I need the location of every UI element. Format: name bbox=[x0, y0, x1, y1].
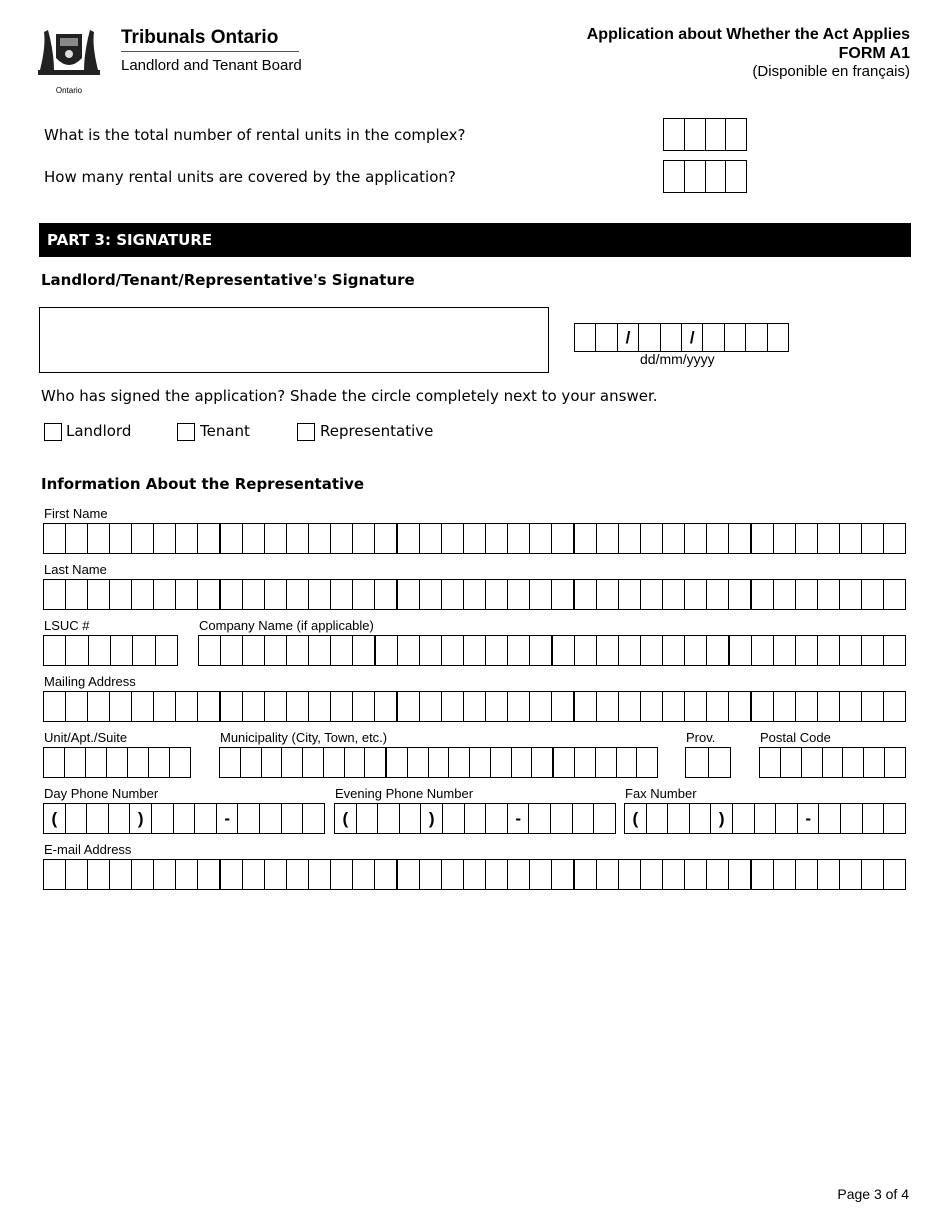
char-cell bbox=[88, 524, 110, 553]
page-number: Page 3 of 4 bbox=[837, 1186, 909, 1202]
char-cell bbox=[486, 860, 508, 889]
char-cell bbox=[353, 524, 375, 553]
char-cell bbox=[331, 636, 353, 665]
paren-close: ) bbox=[711, 804, 733, 833]
char-cell bbox=[707, 524, 729, 553]
representative-checkbox[interactable] bbox=[297, 423, 315, 441]
char-cell bbox=[864, 748, 885, 777]
total-units-input[interactable] bbox=[663, 118, 747, 151]
char-cell bbox=[398, 860, 420, 889]
char-cell bbox=[596, 748, 617, 777]
char-cell bbox=[86, 748, 107, 777]
char-cell bbox=[553, 636, 575, 665]
char-cell bbox=[464, 524, 486, 553]
representative-heading: Information About the Representative bbox=[41, 475, 365, 493]
char-cell bbox=[176, 692, 198, 721]
char-cell bbox=[774, 692, 796, 721]
char-cell bbox=[442, 692, 464, 721]
who-signed-question: Who has signed the application? Shade the circle completely next to your answer. bbox=[41, 387, 658, 405]
char-cell bbox=[597, 860, 619, 889]
day-phone-input[interactable] bbox=[43, 803, 325, 834]
char-cell bbox=[752, 692, 774, 721]
char-cell bbox=[176, 524, 198, 553]
lsuc-input[interactable] bbox=[43, 635, 178, 666]
char-cell bbox=[65, 748, 86, 777]
char-cell bbox=[707, 580, 729, 609]
char-cell bbox=[398, 580, 420, 609]
char-cell bbox=[575, 748, 596, 777]
char-cell bbox=[796, 692, 818, 721]
char-cell bbox=[685, 636, 707, 665]
char-cell bbox=[442, 636, 464, 665]
char-cell bbox=[241, 748, 262, 777]
first-name-label: First Name bbox=[44, 506, 108, 521]
char-cell bbox=[66, 524, 88, 553]
char-cell bbox=[420, 860, 442, 889]
char-cell bbox=[617, 748, 638, 777]
dash: - bbox=[217, 804, 239, 833]
char-cell bbox=[884, 636, 905, 665]
char-cell bbox=[619, 580, 641, 609]
char-cell bbox=[774, 860, 796, 889]
char-cell bbox=[686, 748, 709, 777]
char-cell bbox=[156, 636, 177, 665]
char-cell bbox=[619, 860, 641, 889]
char-cell bbox=[729, 860, 752, 889]
char-cell bbox=[309, 692, 331, 721]
char-cell bbox=[429, 748, 450, 777]
landlord-label: Landlord bbox=[66, 422, 132, 440]
char-cell bbox=[265, 860, 287, 889]
paren-open: ( bbox=[625, 804, 647, 833]
char-cell bbox=[752, 580, 774, 609]
char-cell bbox=[464, 860, 486, 889]
char-cell bbox=[375, 580, 398, 609]
date-format-label: dd/mm/yyyy bbox=[640, 351, 715, 367]
char-cell bbox=[707, 860, 729, 889]
char-cell bbox=[420, 692, 442, 721]
char-cell bbox=[420, 636, 442, 665]
char-cell bbox=[265, 692, 287, 721]
char-cell bbox=[154, 580, 176, 609]
char-cell bbox=[597, 636, 619, 665]
char-cell bbox=[243, 524, 265, 553]
char-cell bbox=[309, 636, 331, 665]
dash: - bbox=[798, 804, 820, 833]
char-cell bbox=[365, 748, 387, 777]
char-cell bbox=[554, 748, 575, 777]
mailing-label: Mailing Address bbox=[44, 674, 136, 689]
char-cell bbox=[221, 860, 243, 889]
char-cell bbox=[110, 524, 132, 553]
char-cell bbox=[760, 748, 781, 777]
char-cell bbox=[552, 860, 575, 889]
char-cell bbox=[619, 636, 641, 665]
char-cell bbox=[575, 580, 597, 609]
char-cell bbox=[530, 524, 552, 553]
char-cell bbox=[170, 748, 190, 777]
char-cell bbox=[884, 860, 905, 889]
org-name: Tribunals Ontario bbox=[121, 27, 279, 48]
covered-units-input[interactable] bbox=[663, 160, 747, 193]
form-title: Application about Whether the Act Applies bbox=[586, 26, 910, 43]
char-cell bbox=[375, 860, 398, 889]
char-cell bbox=[530, 860, 552, 889]
char-cell bbox=[729, 524, 752, 553]
char-cell bbox=[287, 636, 309, 665]
char-cell bbox=[220, 748, 241, 777]
email-label: E-mail Address bbox=[44, 842, 132, 857]
char-cell bbox=[781, 748, 802, 777]
char-cell bbox=[818, 692, 840, 721]
char-cell bbox=[420, 580, 442, 609]
char-cell bbox=[353, 636, 376, 665]
representative-label: Representative bbox=[320, 422, 434, 440]
char-cell bbox=[309, 524, 331, 553]
paren-open: ( bbox=[44, 804, 66, 833]
char-cell bbox=[44, 524, 66, 553]
char-cell bbox=[66, 636, 88, 665]
char-cell bbox=[331, 580, 353, 609]
company-input[interactable] bbox=[198, 635, 906, 666]
municipality-label: Municipality (City, Town, etc.) bbox=[220, 730, 388, 745]
char-cell bbox=[486, 692, 508, 721]
ontario-logo bbox=[36, 26, 102, 95]
char-cell bbox=[530, 580, 552, 609]
char-cell bbox=[110, 692, 132, 721]
char-cell bbox=[597, 580, 619, 609]
char-cell bbox=[552, 580, 575, 609]
eve-phone-input[interactable] bbox=[334, 803, 616, 834]
char-cell bbox=[707, 636, 730, 665]
char-cell bbox=[884, 580, 905, 609]
char-cell bbox=[309, 860, 331, 889]
char-cell bbox=[840, 524, 862, 553]
char-cell bbox=[375, 524, 398, 553]
char-cell bbox=[802, 748, 823, 777]
lsuc-label: LSUC # bbox=[44, 618, 90, 633]
prov-input[interactable] bbox=[685, 747, 731, 778]
char-cell bbox=[66, 860, 88, 889]
char-cell bbox=[530, 636, 553, 665]
char-cell bbox=[221, 524, 243, 553]
char-cell bbox=[398, 636, 420, 665]
char-cell bbox=[133, 636, 155, 665]
first-name-input[interactable] bbox=[43, 523, 906, 554]
char-cell bbox=[154, 524, 176, 553]
char-cell bbox=[408, 748, 429, 777]
char-cell bbox=[840, 636, 862, 665]
char-cell bbox=[641, 636, 663, 665]
char-cell bbox=[752, 860, 774, 889]
char-cell bbox=[752, 636, 774, 665]
char-cell bbox=[66, 580, 88, 609]
char-cell bbox=[331, 860, 353, 889]
day-phone-label: Day Phone Number bbox=[44, 786, 159, 801]
unit-label: Unit/Apt./Suite bbox=[44, 730, 128, 745]
char-cell bbox=[198, 524, 221, 553]
char-cell bbox=[512, 748, 533, 777]
char-cell bbox=[641, 860, 663, 889]
char-cell bbox=[818, 860, 840, 889]
char-cell bbox=[552, 524, 575, 553]
char-cell bbox=[486, 636, 508, 665]
char-cell bbox=[491, 748, 512, 777]
company-label: Company Name (if applicable) bbox=[199, 618, 374, 633]
char-cell bbox=[107, 748, 128, 777]
char-cell bbox=[287, 692, 309, 721]
paren-close: ) bbox=[421, 804, 443, 833]
char-cell bbox=[442, 860, 464, 889]
char-cell bbox=[331, 692, 353, 721]
char-cell bbox=[637, 748, 657, 777]
char-cell bbox=[88, 692, 110, 721]
tenant-checkbox[interactable] bbox=[177, 423, 195, 441]
char-cell bbox=[353, 580, 375, 609]
char-cell bbox=[353, 860, 375, 889]
char-cell bbox=[508, 636, 530, 665]
char-cell bbox=[345, 748, 366, 777]
char-cell bbox=[420, 524, 442, 553]
postal-input[interactable] bbox=[759, 747, 906, 778]
tenant-label: Tenant bbox=[200, 422, 250, 440]
char-cell bbox=[221, 636, 243, 665]
char-cell bbox=[89, 636, 111, 665]
char-cell bbox=[685, 580, 707, 609]
char-cell bbox=[154, 692, 176, 721]
unit-input[interactable] bbox=[43, 747, 191, 778]
char-cell bbox=[663, 524, 685, 553]
char-cell bbox=[709, 748, 731, 777]
char-cell bbox=[376, 636, 398, 665]
char-cell bbox=[176, 860, 198, 889]
date-slash: / bbox=[618, 324, 639, 351]
char-cell bbox=[862, 692, 884, 721]
char-cell bbox=[796, 524, 818, 553]
board-name: Landlord and Tenant Board bbox=[121, 57, 302, 74]
char-cell bbox=[862, 860, 884, 889]
char-cell bbox=[132, 524, 154, 553]
char-cell bbox=[176, 580, 198, 609]
char-cell bbox=[818, 524, 840, 553]
date-slash: / bbox=[682, 324, 703, 351]
char-cell bbox=[375, 692, 398, 721]
char-cell bbox=[508, 524, 530, 553]
char-cell bbox=[265, 580, 287, 609]
last-name-label: Last Name bbox=[44, 562, 107, 577]
char-cell bbox=[663, 636, 685, 665]
char-cell bbox=[486, 580, 508, 609]
char-cell bbox=[265, 636, 287, 665]
char-cell bbox=[530, 692, 552, 721]
landlord-checkbox[interactable] bbox=[44, 423, 62, 441]
char-cell bbox=[243, 860, 265, 889]
char-cell bbox=[128, 748, 149, 777]
paren-open: ( bbox=[335, 804, 357, 833]
char-cell bbox=[111, 636, 133, 665]
char-cell bbox=[752, 524, 774, 553]
char-cell bbox=[149, 748, 170, 777]
char-cell bbox=[641, 524, 663, 553]
char-cell bbox=[663, 860, 685, 889]
char-cell bbox=[287, 524, 309, 553]
char-cell bbox=[262, 748, 283, 777]
char-cell bbox=[508, 580, 530, 609]
char-cell bbox=[243, 580, 265, 609]
char-cell bbox=[265, 524, 287, 553]
char-cell bbox=[707, 692, 729, 721]
prov-label: Prov. bbox=[686, 730, 716, 745]
char-cell bbox=[796, 580, 818, 609]
char-cell bbox=[818, 636, 840, 665]
char-cell bbox=[843, 748, 864, 777]
fax-input[interactable] bbox=[624, 803, 906, 834]
char-cell bbox=[243, 692, 265, 721]
char-cell bbox=[774, 524, 796, 553]
char-cell bbox=[885, 748, 905, 777]
char-cell bbox=[532, 748, 554, 777]
paren-close: ) bbox=[130, 804, 152, 833]
char-cell bbox=[619, 692, 641, 721]
char-cell bbox=[287, 860, 309, 889]
char-cell bbox=[353, 692, 375, 721]
char-cell bbox=[442, 524, 464, 553]
char-cell bbox=[884, 524, 905, 553]
char-cell bbox=[88, 580, 110, 609]
char-cell bbox=[110, 860, 132, 889]
char-cell bbox=[442, 580, 464, 609]
char-cell bbox=[243, 636, 265, 665]
char-cell bbox=[66, 692, 88, 721]
char-cell bbox=[597, 692, 619, 721]
char-cell bbox=[862, 636, 884, 665]
logo-divider bbox=[121, 51, 299, 52]
char-cell bbox=[398, 692, 420, 721]
char-cell bbox=[110, 580, 132, 609]
char-cell bbox=[729, 580, 752, 609]
char-cell bbox=[552, 692, 575, 721]
french-note: (Disponible en français) bbox=[752, 63, 910, 80]
dash: - bbox=[508, 804, 530, 833]
char-cell bbox=[44, 636, 66, 665]
char-cell bbox=[398, 524, 420, 553]
char-cell bbox=[331, 524, 353, 553]
char-cell bbox=[470, 748, 491, 777]
char-cell bbox=[862, 580, 884, 609]
postal-label: Postal Code bbox=[760, 730, 831, 745]
char-cell bbox=[685, 524, 707, 553]
char-cell bbox=[44, 580, 66, 609]
char-cell bbox=[823, 748, 844, 777]
char-cell bbox=[663, 692, 685, 721]
char-cell bbox=[641, 580, 663, 609]
char-cell bbox=[486, 524, 508, 553]
char-cell bbox=[324, 748, 345, 777]
eve-phone-label: Evening Phone Number bbox=[335, 786, 474, 801]
char-cell bbox=[729, 692, 752, 721]
char-cell bbox=[862, 524, 884, 553]
mailing-input[interactable] bbox=[43, 691, 906, 722]
char-cell bbox=[884, 692, 905, 721]
char-cell bbox=[641, 692, 663, 721]
char-cell bbox=[132, 692, 154, 721]
char-cell bbox=[685, 860, 707, 889]
signature-box[interactable] bbox=[39, 307, 549, 373]
char-cell bbox=[575, 860, 597, 889]
char-cell bbox=[464, 580, 486, 609]
char-cell bbox=[508, 692, 530, 721]
char-cell bbox=[387, 748, 408, 777]
char-cell bbox=[774, 636, 796, 665]
email-input[interactable] bbox=[43, 859, 906, 890]
last-name-input[interactable] bbox=[43, 579, 906, 610]
char-cell bbox=[575, 636, 597, 665]
coat-of-arms-icon bbox=[36, 26, 102, 80]
char-cell bbox=[221, 692, 243, 721]
char-cell bbox=[685, 692, 707, 721]
char-cell bbox=[287, 580, 309, 609]
char-cell bbox=[221, 580, 243, 609]
form-number: FORM A1 bbox=[838, 45, 910, 62]
char-cell bbox=[508, 860, 530, 889]
char-cell bbox=[44, 692, 66, 721]
char-cell bbox=[199, 636, 221, 665]
char-cell bbox=[840, 580, 862, 609]
char-cell bbox=[464, 692, 486, 721]
char-cell bbox=[840, 692, 862, 721]
part3-header: PART 3: SIGNATURE bbox=[39, 223, 911, 257]
char-cell bbox=[449, 748, 470, 777]
logo-caption: Ontario bbox=[55, 86, 83, 95]
char-cell bbox=[154, 860, 176, 889]
char-cell bbox=[575, 692, 597, 721]
char-cell bbox=[796, 636, 818, 665]
char-cell bbox=[796, 860, 818, 889]
char-cell bbox=[44, 748, 65, 777]
char-cell bbox=[132, 580, 154, 609]
fax-label: Fax Number bbox=[625, 786, 697, 801]
char-cell bbox=[464, 636, 486, 665]
char-cell bbox=[198, 860, 221, 889]
char-cell bbox=[282, 748, 303, 777]
signature-date-input[interactable] bbox=[574, 323, 789, 352]
question-covered-units: How many rental units are covered by the application? bbox=[44, 168, 456, 186]
char-cell bbox=[730, 636, 752, 665]
char-cell bbox=[597, 524, 619, 553]
char-cell bbox=[309, 580, 331, 609]
char-cell bbox=[88, 860, 110, 889]
char-cell bbox=[198, 580, 221, 609]
char-cell bbox=[818, 580, 840, 609]
char-cell bbox=[663, 580, 685, 609]
char-cell bbox=[575, 524, 597, 553]
municipality-input[interactable] bbox=[219, 747, 658, 778]
question-total-units: What is the total number of rental units in the complex? bbox=[44, 126, 466, 144]
char-cell bbox=[774, 580, 796, 609]
char-cell bbox=[840, 860, 862, 889]
signature-heading: Landlord/Tenant/Representative's Signature bbox=[41, 271, 415, 289]
char-cell bbox=[198, 692, 221, 721]
char-cell bbox=[303, 748, 324, 777]
char-cell bbox=[44, 860, 66, 889]
char-cell bbox=[619, 524, 641, 553]
char-cell bbox=[132, 860, 154, 889]
